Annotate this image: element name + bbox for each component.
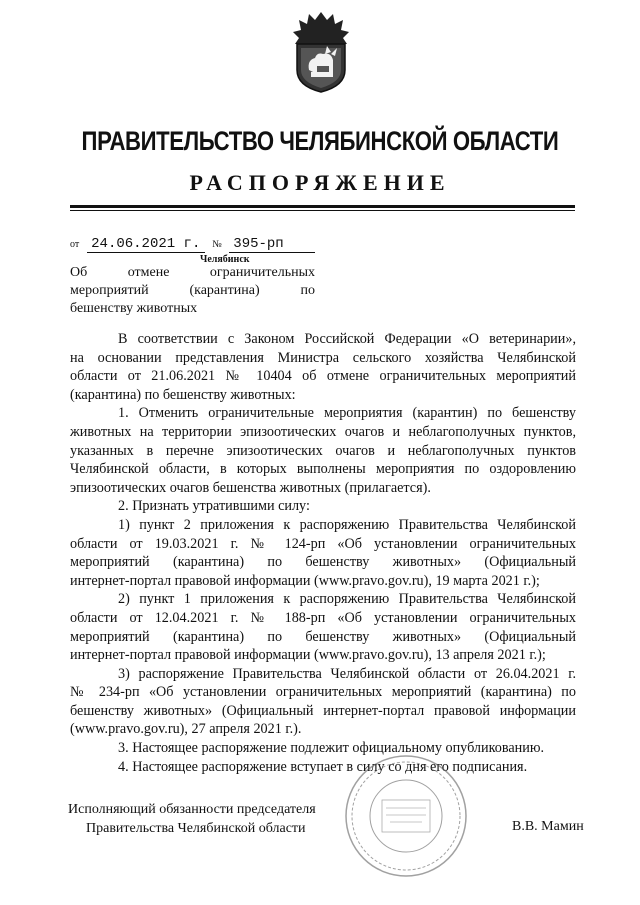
organization-title: ПРАВИТЕЛЬСТВО ЧЕЛЯБИНСКОЙ ОБЛАСТИ [81,126,559,156]
body-line: указанных в перечне эпизоотических очагов и неблагополучных пунктов [70,442,576,459]
body-line: 4. Настоящее распоряжение вступает в силу со дня его подписания. [118,758,528,775]
document-date: 24.06.2021 г. [87,236,205,253]
body-line: интернет-портал правовой информации (www.pravo.gov.ru), 19 марта 2021 г.); [70,572,540,589]
official-seal-stamp [342,752,470,880]
document-type: РАСПОРЯЖЕНИЕ [189,170,451,195]
body-line: (www.pravo.gov.ru), 27 апреля 2021 г.). [70,721,302,738]
signatory-position [68,800,316,838]
body-line: № 234-рп «Об установлении ограничительных мероприятий (карантина) по [70,684,576,701]
body-line: области от 21.06.2021 № 10404 об отмене ограничительных мероприятий [70,368,576,385]
body-line: бешенству животных» (Официальный интернет-портал правовой информации [70,702,576,719]
body-line: интернет-портал правовой информации (www.pravo.gov.ru), 13 апреля 2021 г.); [70,647,546,664]
subject-word: (карантина) [189,283,260,298]
signatory-name: В.В. Мамин [512,819,584,834]
number-label: № [212,239,222,250]
position-line: Исполняющий обязанности председателя [68,802,316,817]
body-line: области от 12.04.2021 г. № 188-рп «Об установлении ограничительных [70,609,576,626]
body-line: 2) пункт 1 приложения к распоряжению Правительства Челябинской [118,591,576,608]
body-line: 3. Настоящее распоряжение подлежит официальному опубликованию. [118,740,545,757]
body-line: области от 19.03.2021 г. № 124-рп «Об установлении ограничительных [70,535,576,552]
document-subject [70,264,315,318]
body-line: мероприятий (карантина) по бешенству животных» (Официальный [70,554,576,571]
subject-word: отмене [127,265,170,280]
body-line: 2. Признать утратившими силу: [118,498,310,515]
coat-of-arms-emblem [287,8,355,94]
body-line: (карантина) по бешенству животных: [70,386,296,403]
body-line: 1) пункт 2 приложения к распоряжению Правительства Челябинской [118,516,576,533]
document-body [70,330,576,776]
body-line: мероприятий (карантина) по бешенству животных» (Официальный [70,628,576,645]
header-divider [70,205,575,208]
subject-word: Об [70,265,88,280]
body-line: Челябинской области, в которых выполнены мероприятия по оздоровлению [70,461,576,478]
header-divider-thin [70,210,575,211]
position-line: Правительства Челябинской области [86,821,306,836]
document-meta [70,236,315,253]
document-number: 395-рп [229,236,315,253]
subject-word: по [300,283,315,298]
subject-line: бешенству животных [70,301,198,316]
subject-word: ограничительных [209,265,315,280]
from-label: от [70,239,80,250]
body-line: В соответствии с Законом Российской Федерации «О ветеринарии», [118,331,576,347]
body-line: 1. Отменить ограничительные мероприятия (карантин) по бешенству [118,405,576,422]
body-line: на основании представления Министра сельского хозяйства Челябинской [70,349,576,366]
body-line: животных на территории эпизоотических очагов и неблагополучных пунктов, [70,423,576,440]
body-line: 3) распоряжение Правительства Челябинской области от 26.04.2021 г. [118,665,576,682]
city-label: Челябинск [200,254,250,265]
subject-word: мероприятий [70,283,149,298]
body-line: эпизоотических очагов бешенства животных (прилагается). [70,479,431,496]
